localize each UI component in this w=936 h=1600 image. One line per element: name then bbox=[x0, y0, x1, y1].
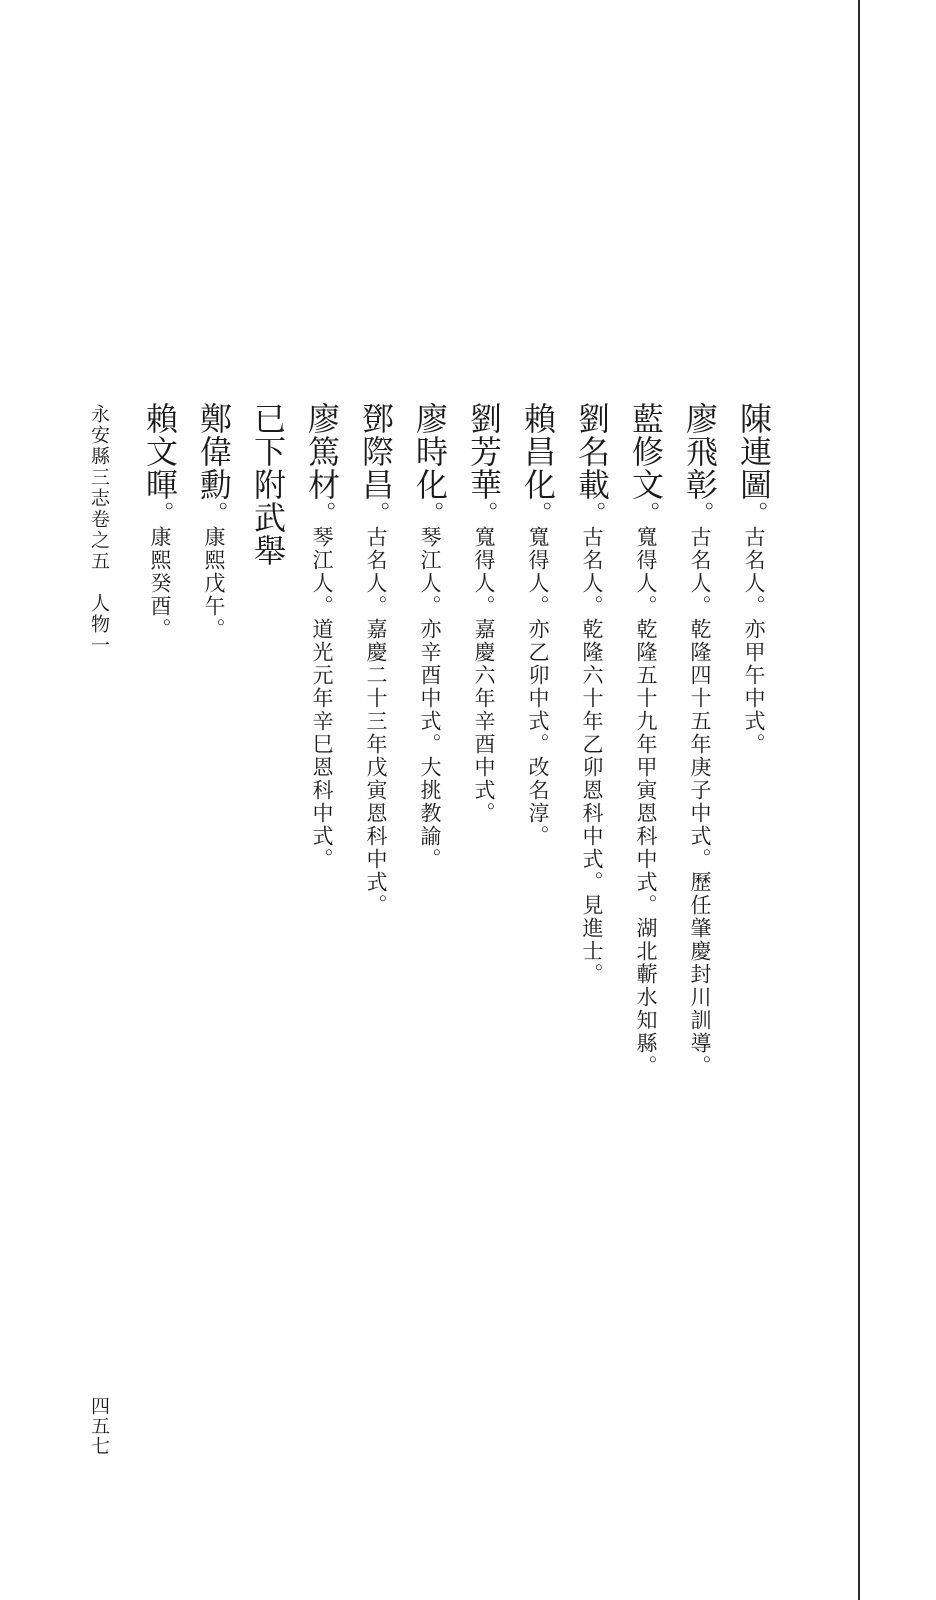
person-description: 琴江人。亦辛酉中式。大挑教諭。 bbox=[418, 526, 442, 871]
person-name: 賴昌化。 bbox=[519, 402, 557, 526]
person-description: 古名人。嘉慶二十三年戊寅恩科中式。 bbox=[364, 526, 388, 917]
person-description: 古名人。乾隆六十年乙卯恩科中式。見進士。 bbox=[580, 526, 604, 986]
person-name: 藍修文。 bbox=[627, 402, 665, 526]
entry-column-chen-liantu bbox=[735, 402, 773, 756]
person-name: 陳連圖。 bbox=[735, 402, 773, 526]
page-number: 四五七 bbox=[88, 1396, 110, 1456]
section-heading-military-juren bbox=[249, 402, 287, 567]
person-name: 廖篤材。 bbox=[303, 402, 341, 526]
person-name: 劉名載。 bbox=[573, 402, 611, 526]
person-name: 鄧際昌。 bbox=[357, 402, 395, 526]
person-name: 賴文暉。 bbox=[141, 402, 179, 526]
section-heading: 已下附武舉 bbox=[249, 402, 287, 567]
entry-column-liao-feizhang bbox=[681, 402, 719, 1078]
person-description: 寬得人。乾隆五十九年甲寅恩科中式。湖北蘄水知縣。 bbox=[634, 526, 658, 1078]
entry-column-liao-shihua bbox=[411, 402, 449, 871]
person-description: 寬得人。嘉慶六年辛酉中式。 bbox=[472, 526, 496, 825]
entry-column-lai-wenhui bbox=[141, 402, 179, 641]
person-name: 鄭偉勳。 bbox=[195, 402, 233, 526]
entry-column-lai-changhua bbox=[519, 402, 557, 848]
person-name: 廖飛彰。 bbox=[681, 402, 719, 526]
entry-column-lan-xiuwen bbox=[627, 402, 665, 1078]
person-description: 康熙戊午。 bbox=[202, 526, 226, 641]
entry-column-liu-fanghua bbox=[465, 402, 503, 825]
entry-column-liao-ducai bbox=[303, 402, 341, 871]
person-name: 廖時化。 bbox=[411, 402, 449, 526]
person-description: 古名人。乾隆四十五年庚子中式。歷任肇慶封川訓導。 bbox=[688, 526, 712, 1078]
entry-column-deng-jichang bbox=[357, 402, 395, 917]
running-title: 永安縣三志卷之五 人物一 bbox=[88, 404, 110, 656]
entry-column-liu-mingzai bbox=[573, 402, 611, 986]
person-description: 康熙癸酉。 bbox=[148, 526, 172, 641]
person-description: 古名人。亦甲午中式。 bbox=[742, 526, 766, 756]
person-name: 劉芳華。 bbox=[465, 402, 503, 526]
page-edge-line bbox=[858, 0, 860, 1600]
person-description: 琴江人。道光元年辛巳恩科中式。 bbox=[310, 526, 334, 871]
person-description: 寬得人。亦乙卯中式。改名淳。 bbox=[526, 526, 550, 848]
entry-column-zheng-weixun bbox=[195, 402, 233, 641]
